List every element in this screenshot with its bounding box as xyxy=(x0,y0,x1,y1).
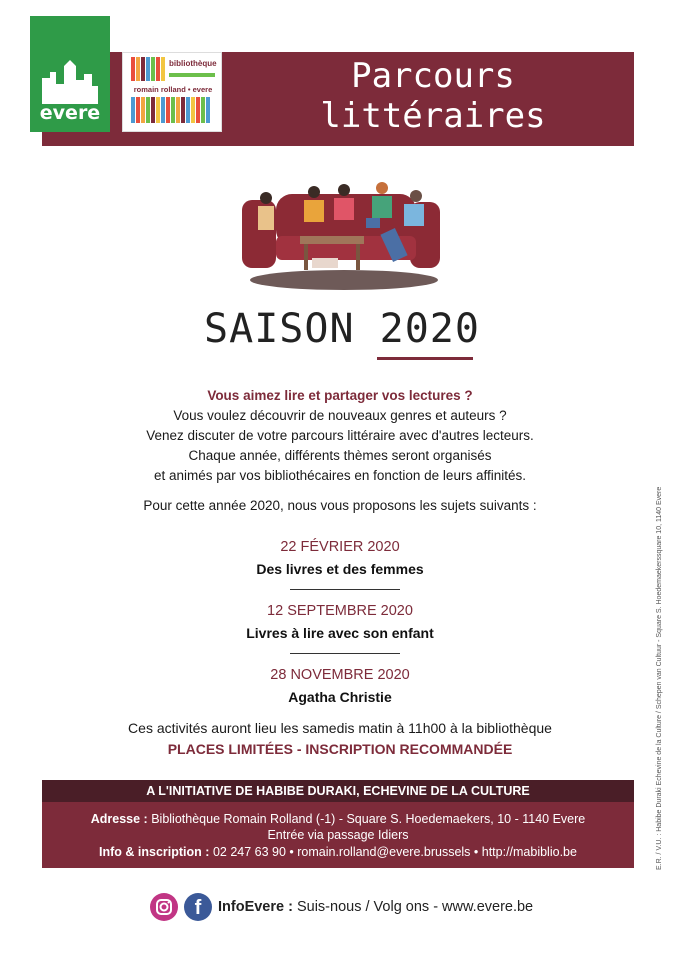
intro-line-4: Chaque année, différents thèmes seront organisés xyxy=(188,448,492,463)
limited-places: PLACES LIMITÉES - INSCRIPTION RECOMMANDÉE xyxy=(167,741,513,757)
social-text: Suis-nous / Volg ons - www.evere.be xyxy=(296,899,534,915)
publisher-note: E.R. / V.U. : Habibe Duraki Echevine de la Culture / Schepen van Cultuur - Square S. Hoedemaekerssquare 10, 1140 Evere xyxy=(656,486,663,870)
session-divider xyxy=(290,653,400,654)
contact-text: 02 247 63 90 • romain.rolland@evere.brussels • http://mabiblio.be xyxy=(212,845,577,859)
intro-line-5: et animés par vos bibliothécaires en fonction de leurs affinités. xyxy=(154,468,526,483)
session-topic-3: Agatha Christie xyxy=(288,689,392,705)
schedule-info: Ces activités auront lieu les samedis matin à 11h00 à la bibliothèque xyxy=(128,720,552,736)
season-title: SAISON 2020 xyxy=(204,306,480,352)
reading-group-illustration xyxy=(236,180,446,292)
address-text: Bibliothèque Romain Rolland (-1) - Square S. Hoedemaekers, 10 - 1140 Evere xyxy=(151,812,586,826)
contact-line xyxy=(42,845,634,859)
intro-lead: Vous aimez lire et partager vos lectures ? xyxy=(207,388,473,403)
instagram-icon[interactable] xyxy=(150,893,178,921)
title-line-2: littéraires xyxy=(320,96,546,136)
intro-line-3: Venez discuter de votre parcours littéraire avec d'autres lecteurs. xyxy=(146,428,534,443)
evere-logo-text: evere xyxy=(39,102,101,124)
season-underline xyxy=(377,357,473,360)
social-handle: InfoEvere : xyxy=(218,899,293,915)
bibliotheque-logo-top: bibliothèque xyxy=(169,59,217,68)
session-topic-1: Des livres et des femmes xyxy=(256,561,424,577)
contact-label: Info & inscription : xyxy=(99,845,210,859)
facebook-icon[interactable]: f xyxy=(184,893,212,921)
initiative-banner: A L'INITIATIVE DE HABIBE DURAKI, ECHEVINE DE LA CULTURE xyxy=(42,780,634,802)
session-topic-2: Livres à lire avec son enfant xyxy=(246,625,434,641)
bibliotheque-logo xyxy=(122,52,222,132)
session-divider xyxy=(290,589,400,590)
session-date-2: 12 SEPTEMBRE 2020 xyxy=(267,603,413,619)
address-label: Adresse : xyxy=(90,812,148,826)
contact-panel xyxy=(42,802,634,868)
access-line: Entrée via passage Idiers xyxy=(267,828,409,842)
session-date-1: 22 FÉVRIER 2020 xyxy=(280,539,400,555)
social-line xyxy=(218,899,533,915)
intro-line-6: Pour cette année 2020, nous vous proposons les sujets suivants : xyxy=(143,498,537,513)
page-title xyxy=(236,56,630,136)
title-line-1: Parcours xyxy=(351,56,515,96)
bibliotheque-logo-bottom: romain rolland • evere xyxy=(133,85,213,94)
address-line xyxy=(42,812,634,826)
session-date-3: 28 NOVEMBRE 2020 xyxy=(270,667,410,683)
intro-line-2: Vous voulez découvrir de nouveaux genres et auteurs ? xyxy=(173,408,507,423)
evere-logo xyxy=(30,16,110,132)
